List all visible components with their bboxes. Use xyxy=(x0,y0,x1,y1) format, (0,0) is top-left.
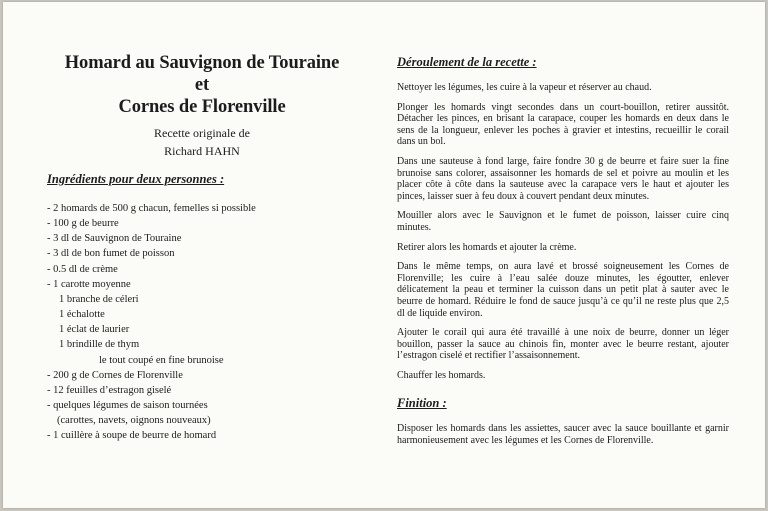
ingredients-list xyxy=(47,201,347,444)
ingredient-item: - 1 cuillère à soupe de beurre de homard xyxy=(47,430,217,442)
ingredients-heading: Ingrédients pour deux personnes : xyxy=(47,172,225,186)
ingredient-item: - 100 g de beurre xyxy=(47,218,119,230)
method-paragraph: Ajouter le corail qui aura été travaillé à une noix de beurre, donner un léger bouillon, passer la sauce au chinois fin, monter avec le beurre restant, ajouter l’estragon ciselé et rectifier l’assaisonnement. xyxy=(397,327,729,362)
ingredient-item: - 0.5 dl de crème xyxy=(47,263,118,275)
finition-heading: Finition : xyxy=(397,396,447,411)
method-paragraph: Nettoyer les légumes, les cuire à la vapeur et réserver au chaud. xyxy=(397,82,652,93)
method-paragraph: Mouiller alors avec le Sauvignon et le fumet de poisson, laisser cuire cinq minutes. xyxy=(397,210,729,233)
method-paragraph: Dans une sauteuse à fond large, faire fondre 30 g de beurre et faire suer la fine brunoise sans colorer, assaisonner les homards de sel et poivre au moulin et les placer côte à côte dans la sauteuse avec la carapace vers le haut et ajouter les pinces, laisser suer à feu doux à couvert pendant deux minutes. xyxy=(397,155,729,202)
method-paragraph: Retirer alors les homards et ajouter la crème. xyxy=(397,241,577,253)
ingredient-item: - 1 carotte moyenne xyxy=(47,278,131,290)
recipe-credit xyxy=(57,124,347,160)
right-column xyxy=(397,54,729,455)
title-line-1: Homard au Sauvignon de Touraine xyxy=(64,53,340,73)
title-line-2: et xyxy=(194,75,210,95)
recipe-card xyxy=(3,2,765,508)
ingredient-item: - 12 feuilles d’estragon giselé xyxy=(47,384,172,396)
credit-line-2: Richard HAHN xyxy=(164,144,240,158)
ingredient-item: (carottes, navets, oignons nouveaux) xyxy=(57,415,211,427)
ingredient-item: 1 brindille de thym xyxy=(59,339,140,351)
ingredient-item: le tout coupé en fine brunoise xyxy=(99,354,224,366)
finition-paragraph: Disposer les homards dans les assiettes, saucer avec la sauce bouillante et garnir harmonieusement avec les légumes et les Cornes de Florenville. xyxy=(397,423,729,447)
ingredient-item: 1 branche de céleri xyxy=(59,293,139,305)
method-paragraph: Chauffer les homards. xyxy=(397,369,486,381)
ingredient-item: 1 éclat de laurier xyxy=(59,324,130,336)
method-paragraph: Plonger les homards vingt secondes dans un court-bouillon, retirer aussitôt. Détacher les pinces, en brisant la carapace, couper les homards en deux dans le sens de la longueur, enlever les poches à gravier et intestins, recueillir le corail dans un bol. xyxy=(397,101,729,148)
ingredient-item: 1 échalotte xyxy=(59,309,105,321)
credit-line-1: Recette originale de xyxy=(154,126,250,140)
title-line-3: Cornes de Florenville xyxy=(118,97,286,117)
method-heading: Déroulement de la recette : xyxy=(397,55,537,69)
ingredient-item: - 3 dl de bon fumet de poisson xyxy=(47,248,175,260)
ingredient-item: - 200 g de Cornes de Florenville xyxy=(47,369,183,381)
ingredient-item: - 2 homards de 500 g chacun, femelles si possible xyxy=(47,203,256,214)
ingredient-item: - quelques légumes de saison tournées xyxy=(47,400,208,412)
recipe-title xyxy=(57,52,347,118)
method-paragraph: Dans le même temps, on aura lavé et brossé soigneusement les Cornes de Florenville; les cuire à l’eau salée douze minutes, les égoutter, enlever délicatement la peau et terminer la cuisson dans un petit plat à sauter avec le beurre de homard. Réduire le fond de sauce jusqu’à ce qu’il ne reste plus que 2,5 dl de liquide environ. xyxy=(397,261,729,319)
left-column xyxy=(47,52,347,444)
ingredient-item: - 3 dl de Sauvignon de Touraine xyxy=(47,233,182,245)
